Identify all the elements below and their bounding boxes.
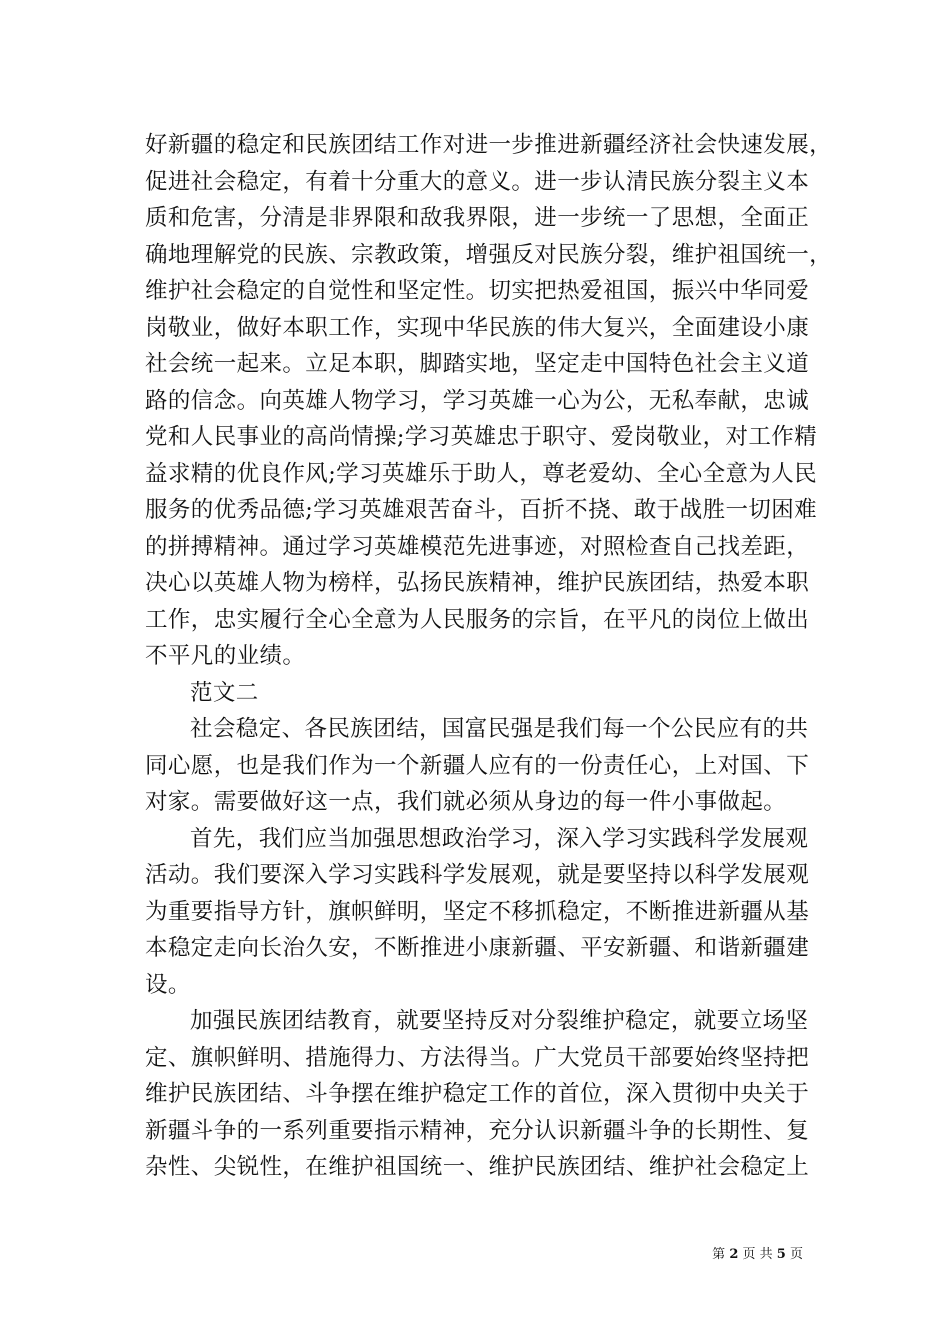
text-line: 设。 bbox=[145, 971, 191, 998]
text-line: 的拼搏精神。通过学习英雄模范先进事迹，对照检查自己找差距， bbox=[145, 533, 810, 560]
text-line: 确地理解党的民族、宗教政策，增强反对民族分裂，维护祖国统一， bbox=[145, 241, 833, 268]
text-line: 首先，我们应当加强思想政治学习，深入学习实践科学发展观 bbox=[190, 825, 809, 852]
text-line: 杂性、尖锐性，在维护祖国统一、维护民族团结、维护社会稳定上 bbox=[145, 1154, 810, 1180]
text-line: 路的信念。向英雄人物学习，学习英雄一心为公，无私奉献，忠诚 bbox=[145, 387, 810, 414]
footer-suffix: 页 bbox=[789, 1247, 803, 1262]
text-line: 促进社会稳定，有着十分重大的意义。进一步认清民族分裂主义本 bbox=[145, 168, 810, 195]
page-footer bbox=[712, 1246, 803, 1264]
text-line: 社会统一起来。立足本职，脚踏实地，坚定走中国特色社会主义道 bbox=[145, 351, 810, 377]
text-line: 服务的优秀品德;学习英雄艰苦奋斗，百折不挠、敢于战胜一切困难 bbox=[145, 497, 818, 523]
text-line: 为重要指导方针，旗帜鲜明，坚定不移抓稳定，不断推进新疆从基 bbox=[145, 898, 810, 925]
text-line: 质和危害，分清是非界限和敌我界限，进一步统一了思想，全面正 bbox=[145, 205, 810, 231]
text-line: 本稳定走向长治久安，不断推进小康新疆、平安新疆、和谐新疆建 bbox=[145, 935, 810, 961]
text-line: 不平凡的业绩。 bbox=[145, 643, 306, 669]
text-line: 决心以英雄人物为榜样，弘扬民族精神，维护民族团结，热爱本职 bbox=[145, 570, 810, 596]
text-line: 维护民族团结、斗争摆在维护稳定工作的首位，深入贯彻中央关于 bbox=[145, 1081, 810, 1107]
text-line: 同心愿，也是我们作为一个新疆人应有的一份责任心，上对国、下 bbox=[145, 752, 810, 779]
text-line: 定、旗帜鲜明、措施得力、方法得当。广大党员干部要始终坚持把 bbox=[145, 1044, 810, 1071]
text-line: 党和人民事业的高尚情操;学习英雄忠于职守、爱岗敬业，对工作精 bbox=[145, 424, 818, 450]
footer-prefix: 第 bbox=[712, 1247, 726, 1262]
text-line: 岗敬业，做好本职工作，实现中华民族的伟大复兴，全面建设小康 bbox=[145, 314, 810, 341]
current-page-number: 2 bbox=[729, 1247, 739, 1262]
total-page-count: 5 bbox=[776, 1247, 786, 1262]
text-line: 新疆斗争的一系列重要指示精神，充分认识新疆斗争的长期性、复 bbox=[145, 1117, 810, 1144]
text-line: 工作，忠实履行全心全意为人民服务的宗旨，在平凡的岗位上做出 bbox=[145, 606, 810, 633]
text-line: 活动。我们要深入学习实践科学发展观，就是要坚持以科学发展观 bbox=[145, 862, 810, 888]
footer-middle: 页 共 bbox=[742, 1247, 773, 1262]
text-line: 好新疆的稳定和民族团结工作对进一步推进新疆经济社会快速发展， bbox=[145, 132, 833, 158]
text-line: 社会稳定、各民族团结，国富民强是我们每一个公民应有的共 bbox=[190, 716, 809, 742]
text-line: 对家。需要做好这一点，我们就必须从身边的每一件小事做起。 bbox=[145, 789, 787, 815]
text-line: 维护社会稳定的自觉性和坚定性。切实把热爱祖国，振兴中华同爱 bbox=[145, 278, 810, 304]
text-line: 加强民族团结教育，就要坚持反对分裂维护稳定，就要立场坚 bbox=[190, 1008, 809, 1034]
section-heading: 范文二 bbox=[190, 679, 259, 706]
text-line: 益求精的优良作风;学习英雄乐于助人，尊老爱幼、全心全意为人民 bbox=[145, 460, 818, 487]
